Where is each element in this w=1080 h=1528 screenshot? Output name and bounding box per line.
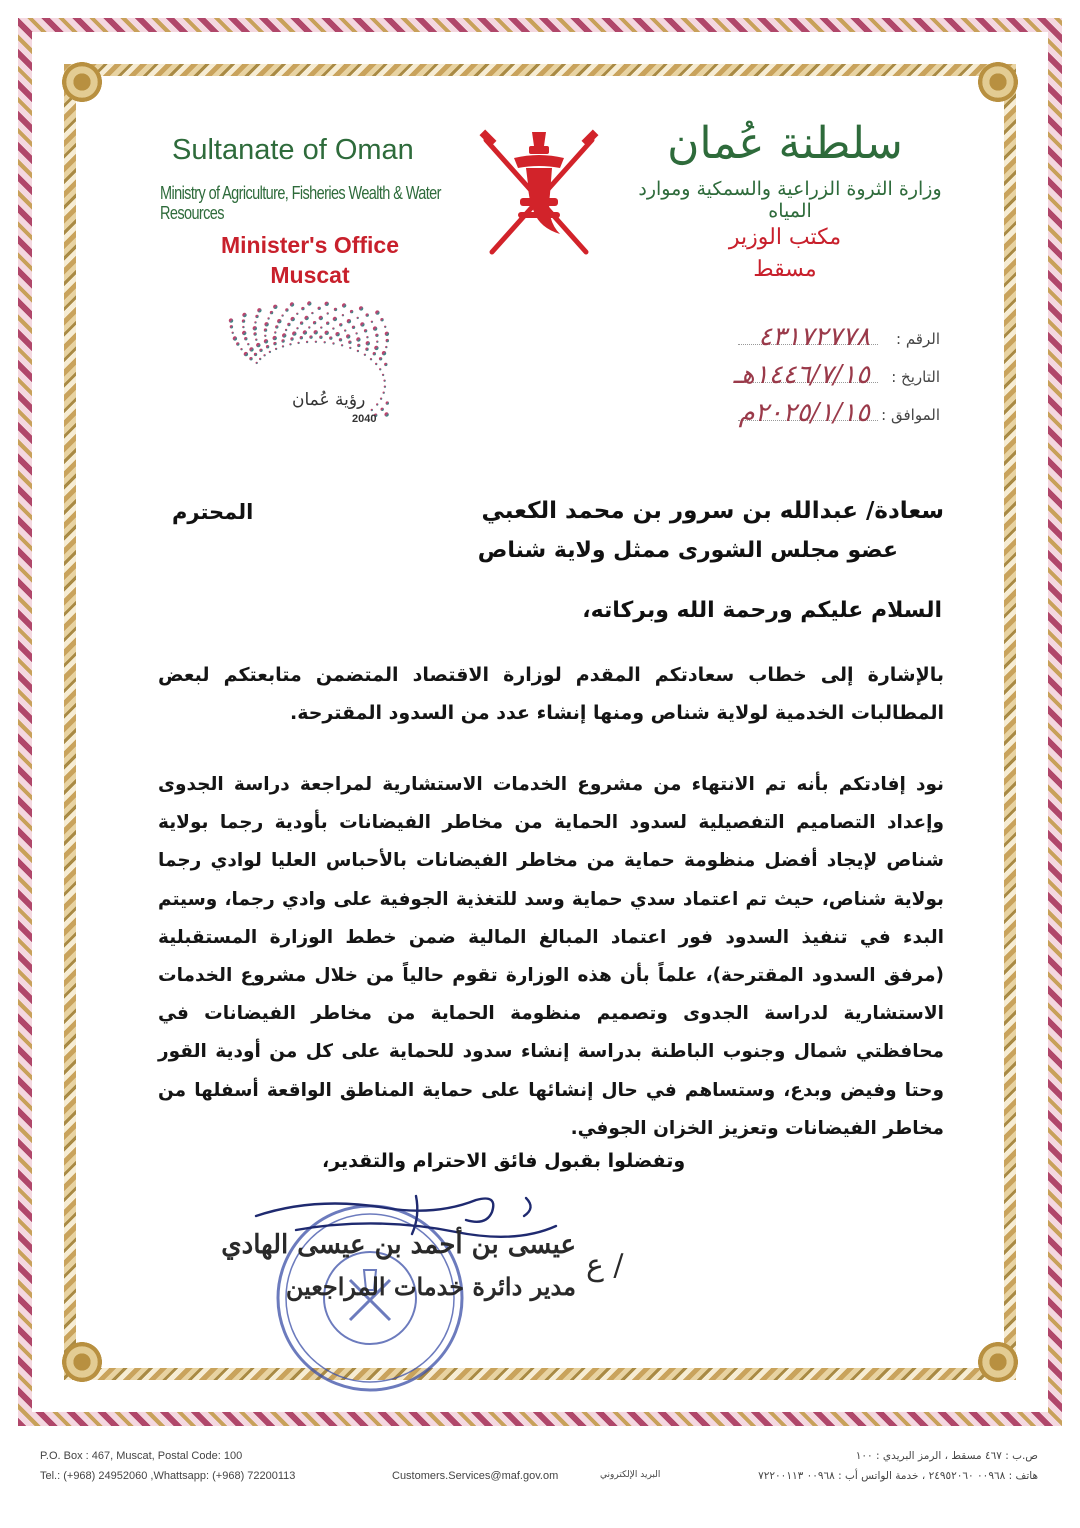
signatory-name: عيسى بن أحمد بن عيسى الهادي bbox=[221, 1230, 576, 1260]
vision-logo-dot bbox=[384, 386, 386, 388]
corner-ornament-bottom-right bbox=[978, 1342, 1018, 1382]
vision-logo-dot bbox=[386, 401, 389, 404]
vision-logo-dot bbox=[285, 329, 287, 331]
vision-logo-dot bbox=[342, 303, 346, 307]
vision-logo-dot bbox=[365, 348, 368, 351]
header-ar-office-line2: مسقط bbox=[753, 257, 817, 282]
reference-hijri-label: التاريخ : bbox=[891, 368, 940, 386]
corner-ornament-top-right bbox=[978, 62, 1018, 102]
vision-logo-dot bbox=[264, 335, 266, 337]
recipient-name: سعادة/ عبدالله بن سرور بن محمد الكعبي bbox=[481, 498, 944, 524]
vision-logo-year: 2040 bbox=[352, 413, 377, 425]
signatory-title: مدير دائرة خدمات المراجعين bbox=[285, 1272, 576, 1301]
vision-logo-dot bbox=[375, 334, 378, 337]
recipient-honorific: المحترم bbox=[172, 500, 254, 524]
vision-logo-dot bbox=[326, 322, 329, 325]
vision-logo-dot bbox=[382, 351, 386, 355]
vision-logo-dot bbox=[274, 331, 276, 333]
vision-logo-dot bbox=[244, 337, 247, 340]
header-en-title: Sultanate of Oman bbox=[172, 134, 414, 166]
vision-logo-dot bbox=[259, 358, 261, 360]
vision-logo-dot bbox=[282, 345, 284, 347]
reference-hijri-value: ١٤٤٦/٧/١٥هـ bbox=[733, 360, 870, 390]
vision-logo-dot bbox=[355, 332, 357, 334]
vision-logo-dot bbox=[313, 321, 316, 324]
letter-paragraph-1: بالإشارة إلى خطاب سعادتكم المقدم لوزارة الاقتصاد المتضمن متابعتكم لبعض المطالبات الخدمية لولاية شناص ومنها إنشاء عدد من السدود المقترحة. bbox=[158, 664, 944, 724]
vision-logo-dot bbox=[257, 308, 261, 312]
vision-logo-dot bbox=[254, 321, 256, 323]
vision-logo-dot bbox=[282, 333, 286, 337]
corner-ornament-top-left bbox=[62, 62, 102, 102]
vision-logo-dot bbox=[230, 325, 233, 328]
vision-logo-dot bbox=[352, 326, 355, 329]
vision-logo-dot bbox=[253, 326, 257, 330]
vision-logo-dot bbox=[290, 337, 293, 340]
vision-logo-dot bbox=[264, 322, 268, 326]
header-ar-ministry: وزارة الثروة الزراعية والسمكية وموارد المياه bbox=[638, 178, 942, 222]
vision-logo-dot bbox=[240, 348, 242, 350]
vision-logo-dot bbox=[325, 302, 329, 306]
vision-logo-dot bbox=[264, 339, 268, 343]
vision-logo-dot bbox=[244, 352, 248, 356]
vision-logo-dot bbox=[385, 346, 387, 348]
header-ar-office-line1: مكتب الوزير bbox=[728, 225, 842, 250]
vision-logo-dot bbox=[347, 319, 351, 323]
vision-logo-dot bbox=[381, 408, 384, 411]
vision-logo-dot bbox=[319, 316, 323, 320]
reference-number-value: ٤٣١٧٢٧٧٨ bbox=[758, 322, 870, 352]
vision-logo-dot bbox=[379, 368, 381, 370]
vision-logo-dot bbox=[357, 317, 359, 319]
vision-logo-dot bbox=[350, 310, 353, 313]
vision-logo-dot bbox=[285, 308, 288, 311]
vision-logo-dot bbox=[314, 330, 318, 334]
vision-logo-dot bbox=[308, 326, 310, 328]
vision-logo-dot bbox=[376, 341, 378, 343]
vision-logo-dot bbox=[269, 351, 271, 353]
footer-email: Customers.Services@maf.gov.om bbox=[392, 1470, 559, 1482]
vision-logo-dot bbox=[273, 305, 277, 309]
vision-logo-dot bbox=[300, 321, 303, 324]
oman-emblem-icon bbox=[474, 124, 604, 264]
vision-logo-dot bbox=[373, 326, 377, 330]
vision-logo-dot bbox=[232, 332, 234, 334]
header-en-ministry: Ministry of Agriculture, Fisheries Wealth & Water Resources bbox=[160, 184, 441, 224]
vision-logo-dot bbox=[332, 342, 334, 344]
vision-logo-dot bbox=[233, 336, 237, 340]
footer-address-ar: ص.ب : ٤٦٧ مسقط ، الرمز البريدي : ١٠٠ bbox=[855, 1450, 1038, 1462]
vision-logo-dot bbox=[364, 354, 366, 356]
vision-logo-dot bbox=[382, 374, 384, 376]
vision-logo-dot bbox=[383, 380, 385, 382]
vision-logo-dot bbox=[339, 338, 342, 341]
vision-logo-dot bbox=[315, 341, 317, 343]
vision-logo-dot bbox=[249, 357, 252, 360]
vision-logo-dot bbox=[249, 347, 253, 351]
vision-logo-dot bbox=[386, 339, 389, 342]
vision-logo-dot bbox=[242, 331, 246, 335]
vision-logo-dot bbox=[291, 317, 295, 321]
footer-phone-en: Tel.: (+968) 24952060 ,Whattsapp: (+968) 72200113 bbox=[40, 1470, 296, 1482]
vision-logo-dot bbox=[296, 327, 298, 329]
vision-logo-dot bbox=[327, 312, 329, 314]
vision-logo-dot bbox=[383, 392, 385, 394]
vision-logo-dot bbox=[384, 326, 386, 328]
vision-logo-dot bbox=[319, 336, 322, 339]
vision-logo-dot bbox=[311, 312, 313, 314]
vision-logo-dot bbox=[270, 311, 273, 314]
vision-logo-dot bbox=[303, 330, 307, 334]
vision-logo-dot bbox=[376, 403, 378, 405]
vision-logo-dot bbox=[254, 353, 257, 356]
vision-logo-dot bbox=[275, 325, 278, 328]
vision-logo-dot bbox=[287, 323, 290, 326]
vision-logo-dot bbox=[277, 319, 281, 323]
vision-logo-dot bbox=[267, 317, 269, 319]
vision-logo-dot bbox=[301, 307, 304, 310]
vision-logo-dot bbox=[380, 398, 382, 400]
vision-logo-dot bbox=[349, 347, 351, 349]
vision-logo-dot bbox=[263, 354, 265, 356]
vision-logo-dot bbox=[332, 327, 334, 329]
vision-logo-dot bbox=[296, 313, 298, 315]
vision-logo-dot bbox=[306, 341, 308, 343]
vision-logo-dot bbox=[344, 329, 346, 331]
vision-logo-dot bbox=[290, 302, 294, 306]
vision-logo-dot bbox=[385, 332, 389, 336]
vision-logo-dot bbox=[229, 318, 233, 322]
header-en-office-line2: Muscat bbox=[270, 262, 350, 288]
vision-logo-dot bbox=[273, 336, 277, 340]
vision-logo-dot bbox=[242, 313, 246, 317]
vision-logo-dot bbox=[300, 336, 303, 339]
vision-logo-dot bbox=[366, 313, 369, 316]
vision-logo-dot bbox=[384, 412, 388, 416]
vision-logo-dot bbox=[289, 343, 291, 345]
vision-logo-dot bbox=[307, 301, 311, 305]
vision-logo-dot bbox=[375, 363, 377, 365]
vision-logo-dot bbox=[297, 342, 299, 344]
vision-logo-text: رؤية عُمان bbox=[292, 390, 366, 410]
vision-logo-dot bbox=[364, 329, 367, 332]
vision-logo-dot bbox=[379, 357, 382, 360]
recipient-title: عضو مجلس الشورى ممثل ولاية شناص bbox=[477, 538, 898, 563]
vision-logo-dot bbox=[266, 345, 269, 348]
vision-logo-dot bbox=[309, 335, 312, 338]
vision-logo-dot bbox=[346, 334, 350, 338]
vision-logo-dot bbox=[255, 339, 257, 341]
footer-phone-ar: هاتف : ٠٠٩٦٨ ٢٤٩٥٢٠٦٠ ، خدمة الواتس أب : ٠٠٩٦٨ ٧٢٢٠٠١١٣ bbox=[758, 1470, 1038, 1482]
vision-logo-dot bbox=[259, 349, 262, 352]
vision-logo-dot bbox=[304, 316, 308, 320]
vision-logo-dot bbox=[281, 314, 283, 316]
header-ar-title: سلطنة عُمان bbox=[667, 118, 903, 169]
vision-logo-dot bbox=[341, 344, 343, 346]
vision-logo-dot bbox=[357, 350, 359, 352]
vision-logo-dot bbox=[329, 336, 332, 339]
vision-logo-dot bbox=[357, 344, 360, 347]
vision-logo-dot bbox=[356, 337, 360, 341]
vision-logo-dot bbox=[325, 331, 329, 335]
reference-hijri-row bbox=[640, 360, 940, 394]
vision-logo-dot bbox=[264, 328, 267, 331]
header-en-office-line1: Minister's Office bbox=[220, 232, 399, 258]
vision-logo-dot bbox=[255, 315, 258, 318]
vision-logo-dot bbox=[384, 363, 387, 366]
vision-logo-dot bbox=[242, 319, 245, 322]
vision-logo-dot bbox=[320, 326, 322, 328]
vision-logo-dot bbox=[370, 358, 372, 360]
vision-logo-dot bbox=[360, 322, 364, 326]
reference-gregorian-label: الموافق : bbox=[881, 406, 940, 424]
vision-logo-dot bbox=[359, 306, 363, 310]
vision-logo-dot bbox=[253, 332, 256, 335]
reference-number-label: الرقم : bbox=[896, 330, 940, 348]
reference-gregorian-value: ٢٠٢٥/١/١٥م bbox=[738, 398, 870, 428]
footer-address-en: P.O. Box : 467, Muscat, Postal Code: 100 bbox=[40, 1450, 243, 1462]
vision-logo-dot bbox=[247, 343, 249, 345]
footer bbox=[0, 1440, 1080, 1528]
reference-gregorian-row bbox=[640, 398, 940, 432]
vision-logo-dot bbox=[373, 352, 376, 355]
vision-logo-dot bbox=[281, 339, 284, 342]
vision-logo-dot bbox=[292, 331, 296, 335]
reference-number-row bbox=[640, 322, 940, 356]
vision-logo-dot bbox=[366, 336, 368, 338]
vision-logo-dot bbox=[318, 307, 321, 310]
greeting: السلام عليكم ورحمة الله وبركاته، bbox=[582, 598, 942, 623]
signatory-mark: / ع bbox=[586, 1248, 624, 1283]
vision-logo-dot bbox=[371, 409, 373, 411]
vision-logo-dot bbox=[371, 321, 373, 323]
footer-email-label-ar: البريد الإلكتروني bbox=[600, 1470, 661, 1480]
vision-logo-dot bbox=[374, 346, 378, 350]
vision-logo-dot bbox=[380, 318, 383, 321]
vision-logo-dot bbox=[242, 326, 244, 328]
corner-ornament-bottom-left bbox=[62, 1342, 102, 1382]
letter-paragraph-2: نود إفادتكم بأنه تم الانتهاء من مشروع الخدمات الاستشارية لمراجعة دراسة الجدوى وإعداد التصاميم التفصيلية لسدود الحماية من مخاطر الفيضانات بأودية رجما بولاية شناص لإيجاد أفضل منظومة حماية من مخاطر الفيضانات بالأحباس العليا لوادي رجما بولاية شناص، حيث تم اعتماد سدي حماية وسد للتغذية الجوفية على وادي رجما، وسيتم البدء في تنفيذ السدود فور اعتماد المبالغ المالية ضمن خطط الوزارة المستقبلية (مرفق السدود المقترحة)، علماً بأن هذه الوزارة تقوم حالياً من خلال مشروع الخدمات الاستشارية لدراسة الجدوى وتصميم منظومة الحماية من مخاطر الفيضانات في محافظتي شمال وجنوب الباطنة بدراسة إنشاء سدود للحماية على كل من أودية القور وحتا وفيض وبدع، وستساهم في حال إنشائها على حماية المناطق الواقعة أسفلها من مخاطر الفيضانات وتعزيز الخزان الجوفي. bbox=[158, 774, 944, 1139]
vision-logo-dot bbox=[273, 342, 276, 345]
vision-logo-dot bbox=[256, 362, 258, 364]
letter-closing: وتفضلوا بقبول فائق الاحترام والتقدير، bbox=[322, 1150, 686, 1172]
vision-logo-dot bbox=[348, 341, 351, 344]
vision-logo-dot bbox=[256, 343, 260, 347]
vision-logo-dot bbox=[339, 323, 342, 326]
vision-logo-dot bbox=[236, 342, 239, 345]
vision-logo-dot bbox=[333, 317, 337, 321]
vision-logo-dot bbox=[334, 308, 337, 311]
vision-logo-dot bbox=[366, 341, 370, 345]
vision-logo-dot bbox=[342, 314, 344, 316]
vision-logo-dot bbox=[375, 310, 379, 314]
vision-logo-dot bbox=[275, 348, 277, 350]
header-ar-office bbox=[680, 222, 890, 286]
vision-logo-dot bbox=[324, 341, 326, 343]
vision-logo-dot bbox=[335, 332, 339, 336]
